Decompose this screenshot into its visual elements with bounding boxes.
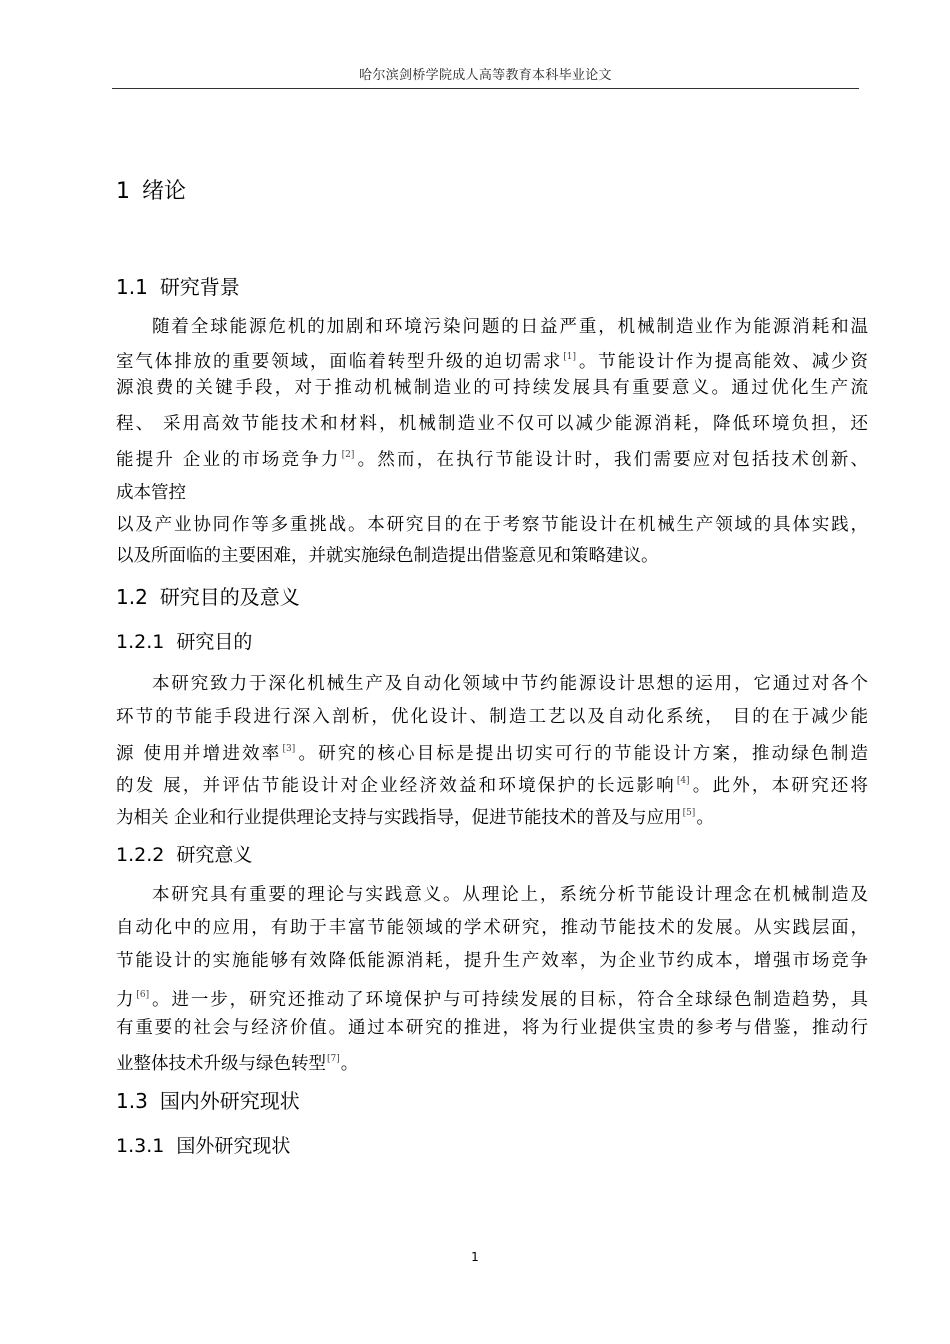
section-title: 国内外研究现状 <box>159 1089 300 1113</box>
paragraph-line: 业整体技术升级与绿色转型[7]。 <box>116 1054 359 1074</box>
citation-ref[interactable]: [5] <box>682 808 696 818</box>
paragraph-line: 本研究具有重要的理论与实践意义。从理论上，系统分析节能设计理念在机械制造及 <box>152 885 868 905</box>
paragraph-line: 源 使用并增进效率[3]。研究的核心目标是提出切实可行的节能设计方案，推动绿色制造 <box>116 744 869 764</box>
chapter-title: 绪论 <box>142 179 187 204</box>
section-heading-1-1 <box>116 271 240 300</box>
subsection-heading-1-2-2 <box>116 840 252 867</box>
paragraph-line: 随着全球能源危机的加剧和环境污染问题的日益严重，机械制造业作为能源消耗和温 <box>152 317 868 337</box>
paragraph-line: 的发 展，并评估节能设计对企业经济效益和环境保护的长远影响[4]。此外，本研究还将 <box>116 776 869 796</box>
paragraph-line: 环节的节能手段进行深入剖析，优化设计、制造工艺以及自动化系统， 目的在于减少能 <box>116 707 868 727</box>
chapter-number: 1 <box>116 179 130 204</box>
citation-ref[interactable]: [7] <box>327 1054 340 1064</box>
header-rule <box>112 88 859 89</box>
paragraph-line: 成本管控 <box>116 483 186 503</box>
citation-ref[interactable]: [3] <box>282 744 296 754</box>
subsection-heading-1-3-1 <box>116 1131 290 1158</box>
section-heading-1-3 <box>116 1085 300 1114</box>
subsection-title: 研究目的 <box>176 631 253 653</box>
subsection-number: 1.2.1 <box>116 631 165 653</box>
section-number: 1.3 <box>116 1089 148 1113</box>
subsection-title: 国外研究现状 <box>176 1135 291 1157</box>
section-title: 研究背景 <box>159 275 240 299</box>
page-number: 1 <box>471 1250 479 1264</box>
section-number: 1.2 <box>116 585 148 609</box>
citation-ref[interactable]: [2] <box>341 450 355 460</box>
paragraph-line: 节能设计的实施能够有效降低能源消耗，提升生产效率，为企业节约成本，增强市场竞争 <box>116 951 868 971</box>
paragraph-line: 能提升 企业的市场竞争力[2]。然而，在执行节能设计时，我们需要应对包括技术创新、 <box>116 450 869 470</box>
paragraph-line: 自动化中的应用，有助于丰富节能领域的学术研究，推动节能技术的发展。从实践层面， <box>116 918 868 938</box>
paragraph-line: 为相关 企业和行业提供理论支持与实践指导，促进节能技术的普及与应用[5]。 <box>116 808 714 828</box>
citation-ref[interactable]: [4] <box>676 776 690 786</box>
paragraph-line: 源浪费的关键手段，对于推动机械制造业的可持续发展具有重要意义。通过优化生产流 <box>116 378 868 398</box>
paragraph-line: 本研究致力于深化机械生产及自动化领域中节约能源设计思想的运用，它通过对各个 <box>152 674 868 694</box>
paragraph-line: 以及产业协同作等多重挑战。本研究目的在于考察节能设计在机械生产领域的具体实践， <box>116 515 868 535</box>
citation-ref[interactable]: [6] <box>136 990 150 1000</box>
chapter-heading <box>116 174 186 205</box>
section-heading-1-2 <box>116 581 300 610</box>
subsection-number: 1.3.1 <box>116 1135 165 1157</box>
paragraph-line: 有重要的社会与经济价值。通过本研究的推进，将为行业提供宝贵的参考与借鉴，推动行 <box>116 1018 868 1038</box>
paragraph-line: 程、 采用高效节能技术和材料，机械制造业不仅可以减少能源消耗，降低环境负担，还 <box>116 414 868 434</box>
subsection-number: 1.2.2 <box>116 844 165 866</box>
running-header: 哈尔滨剑桥学院成人高等教育本科毕业论文 <box>359 68 612 83</box>
paragraph-line: 室气体排放的重要领域，面临着转型升级的迫切需求[1]。节能设计作为提高能效、减少资 <box>116 352 869 372</box>
citation-ref[interactable]: [1] <box>563 352 576 362</box>
section-title: 研究目的及意义 <box>159 585 300 609</box>
paragraph-line: 以及所面临的主要困难，并就实施绿色制造提出借鉴意见和策略建议。 <box>116 546 659 566</box>
subsection-title: 研究意义 <box>176 844 253 866</box>
subsection-heading-1-2-1 <box>116 627 252 654</box>
paragraph-line: 力[6]。进一步，研究还推动了环境保护与可持续发展的目标，符合全球绿色制造趋势，具 <box>116 990 869 1010</box>
section-number: 1.1 <box>116 275 148 299</box>
